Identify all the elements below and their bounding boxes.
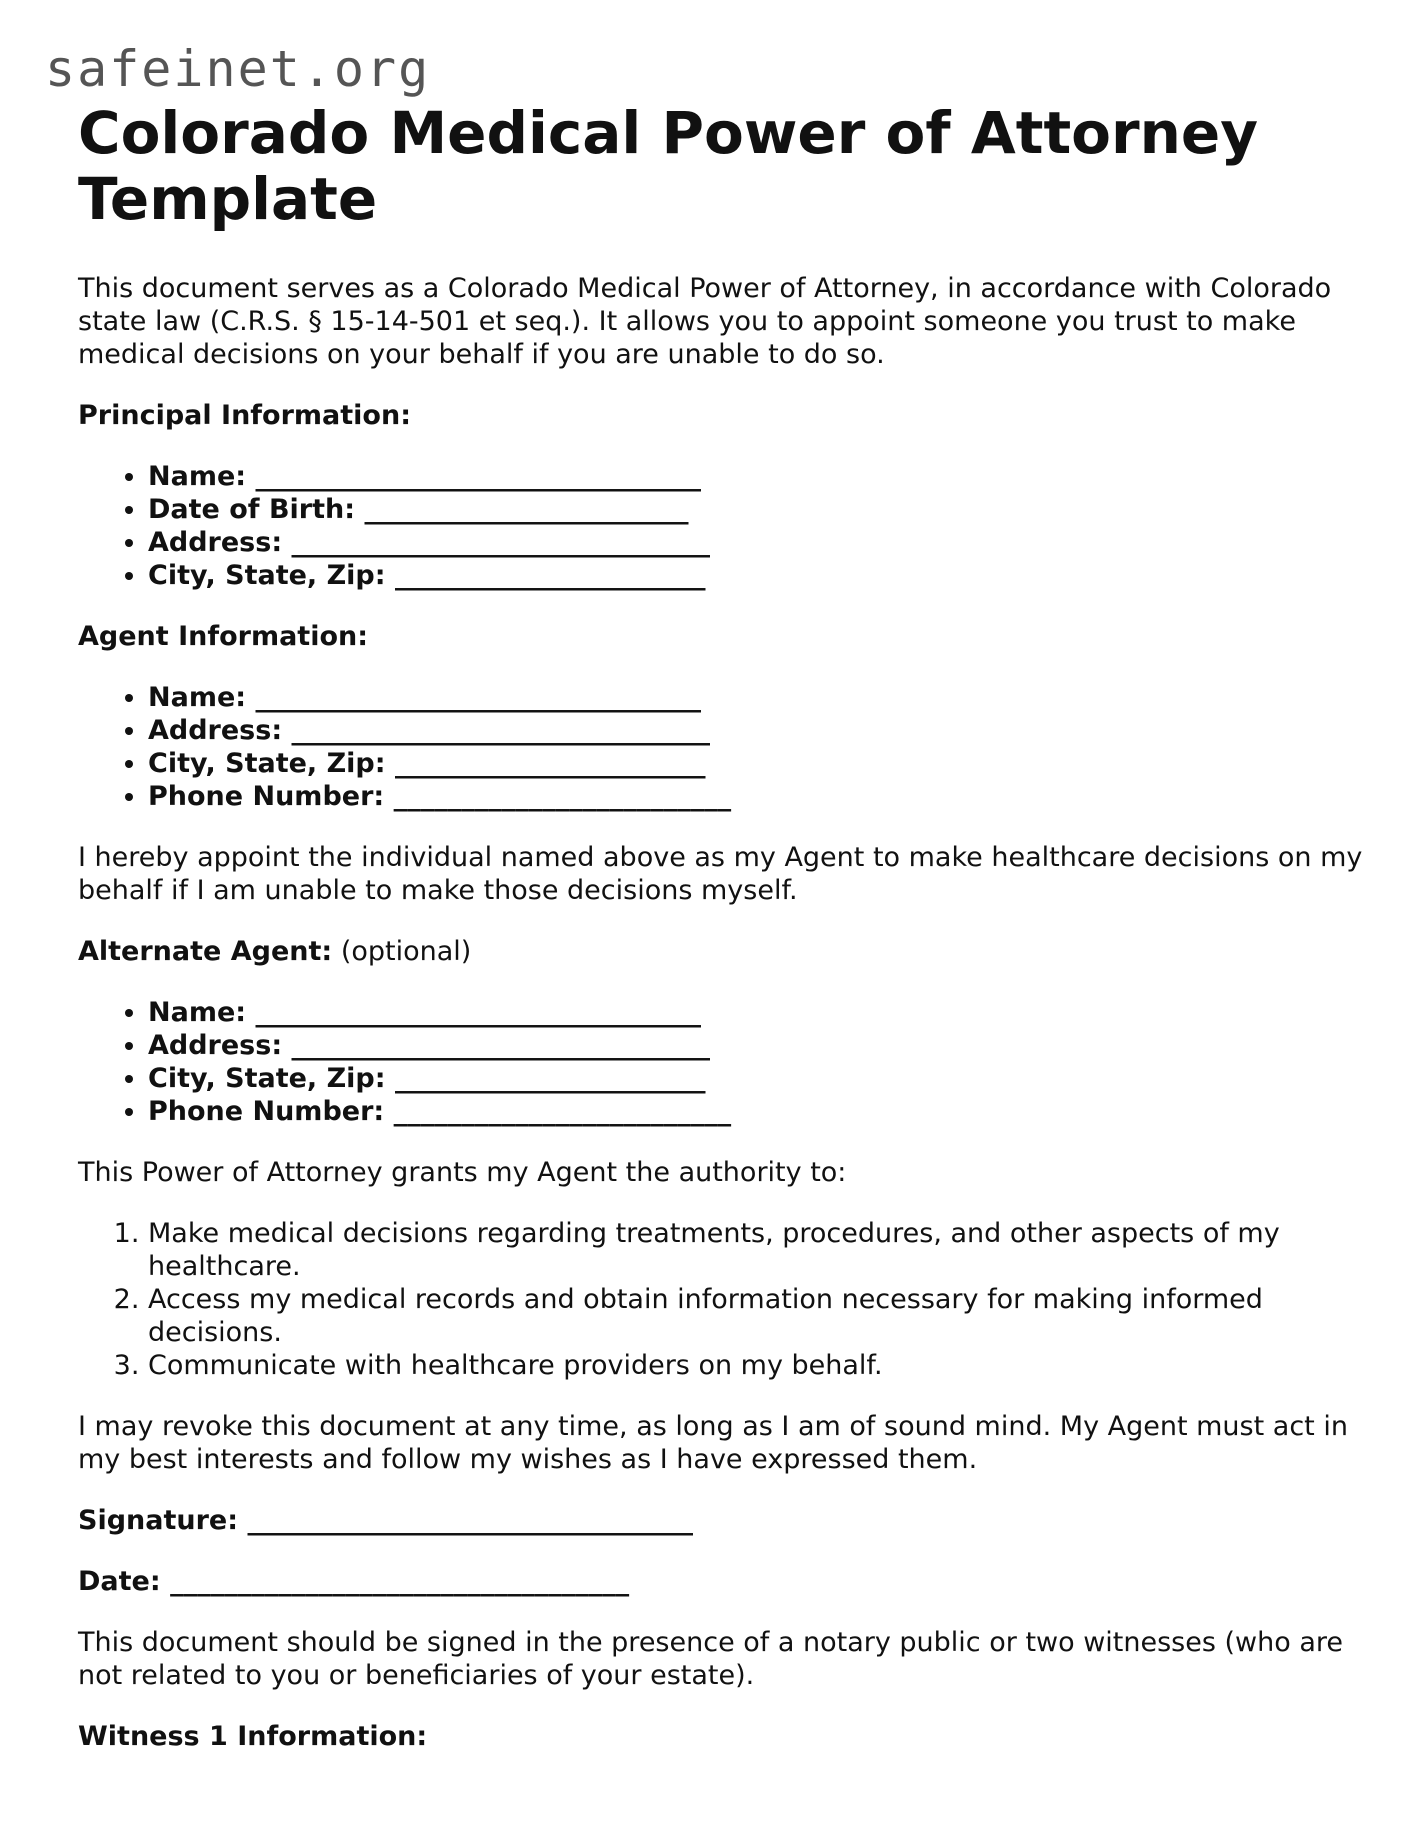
authority-intro: This Power of Attorney grants my Agent the authority to: bbox=[78, 1157, 847, 1188]
principal-dob-field[interactable]: • Date of Birth: ________________________ bbox=[148, 493, 1368, 526]
revoke-paragraph: I may revoke this document at any time, as long as I am of sound mind. My Agent must act in my best interests and follow my wishes as I have expressed them. bbox=[78, 1411, 1348, 1475]
alternate-fields bbox=[78, 996, 1368, 1128]
authority-item: 2. Access my medical records and obtain information necessary for making informed decisions. bbox=[148, 1283, 1368, 1349]
agent-heading: Agent Information: bbox=[78, 621, 369, 652]
principal-heading: Principal Information: bbox=[78, 400, 412, 431]
authority-list bbox=[78, 1217, 1368, 1382]
alternate-heading: Alternate Agent: bbox=[78, 936, 333, 967]
agent-address-field[interactable]: • Address: _______________________________ bbox=[148, 714, 1368, 747]
alternate-address-field[interactable]: • Address: _______________________________ bbox=[148, 1029, 1368, 1062]
agent-name-field[interactable]: • Name: _________________________________ bbox=[148, 681, 1368, 714]
authority-item: 3. Communicate with healthcare providers on my behalf. bbox=[148, 1349, 1368, 1382]
intro-paragraph: This document serves as a Colorado Medical Power of Attorney, in accordance with Colorado state law (C.R.S. § 15-14-501 et seq.). It allows you to appoint someone you trust to make medical decisions on your behalf if you are unable to do so. bbox=[78, 273, 1332, 370]
authority-item: 1. Make medical decisions regarding treatments, procedures, and other aspects of my healthcare. bbox=[148, 1217, 1368, 1283]
notary-paragraph: This document should be signed in the presence of a notary public or two witnesses (who are not related to you or beneficiaries of your estate). bbox=[78, 1627, 1343, 1691]
agent-phone-field[interactable]: • Phone Number: _________________________ bbox=[148, 780, 1368, 813]
signature-line[interactable]: Signature: _________________________________ bbox=[78, 1505, 693, 1536]
alternate-phone-field[interactable]: • Phone Number: _________________________ bbox=[148, 1095, 1368, 1128]
alternate-heading-line bbox=[78, 935, 1368, 968]
principal-city-field[interactable]: • City, State, Zip: _______________________ bbox=[148, 559, 1368, 592]
agent-fields bbox=[78, 681, 1368, 813]
alternate-city-field[interactable]: • City, State, Zip: _______________________ bbox=[148, 1062, 1368, 1095]
document-body bbox=[78, 100, 1368, 1781]
alternate-name-field[interactable]: • Name: _________________________________ bbox=[148, 996, 1368, 1029]
witness1-heading: Witness 1 Information: bbox=[78, 1721, 428, 1752]
principal-name-field[interactable]: • Name: _________________________________ bbox=[148, 460, 1368, 493]
watermark: safeinet.org bbox=[45, 40, 431, 98]
date-line[interactable]: Date: __________________________________ bbox=[78, 1566, 630, 1597]
alternate-note: (optional) bbox=[340, 936, 472, 967]
agent-city-field[interactable]: • City, State, Zip: _______________________ bbox=[148, 747, 1368, 780]
principal-fields bbox=[78, 460, 1368, 592]
page-title: Colorado Medical Power of Attorney Template bbox=[78, 99, 1259, 233]
appoint-paragraph: I hereby appoint the individual named above as my Agent to make healthcare decisions on my behalf if I am unable to make those decisions myself. bbox=[78, 842, 1363, 906]
principal-address-field[interactable]: • Address: _______________________________ bbox=[148, 526, 1368, 559]
